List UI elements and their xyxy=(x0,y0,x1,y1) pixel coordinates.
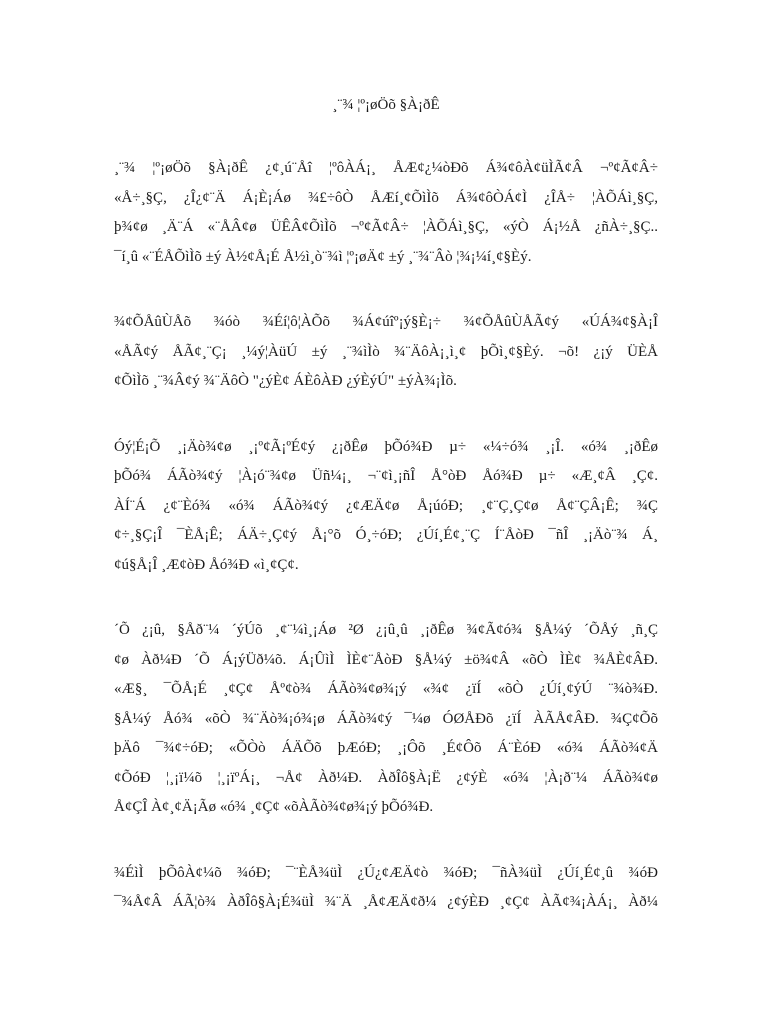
paragraph-line: ¢ÕìÌõ ¸¨¾Â¢ý ¾¨ÄôÒ "¿ýÈ¢ ÁÈôÀÐ ¿ýÈýÚ" ±ýÀ¾¡Ìõ. xyxy=(114,373,457,389)
paragraph-line: ¯¾Å¢Â ÁÃ¦ò¾ ÀðÎô§À¡É¾üÌ ¾¨Ä ¸Å¢ÆÄ¢ð¼ ¿¢ýÈÐ ¸¢Ç¢ ÀÃ¢¾¡ÀÁ¡¸ Àð¼ xyxy=(114,894,658,910)
paragraph-line: ¢ú§Å¡Î ¸Æ¢òÐ Åó¾Ð «ì¸¢Ç¢. xyxy=(114,556,299,573)
paragraph-line: «Æ§¸ ¯ÕÅ¡É ¸¢Ç¢ Åº¢ò¾ ÁÃò¾¢ø¾¡ý «¾¢ ¿ïÍ «õÒ ¿Úí¸¢ýÚ ¨¾ò¾Ð. xyxy=(114,681,658,697)
paragraph-line: þÕó¾ ÁÃò¾¢ý ¦À¡ó¨¾¢ø Üñ¼¡¸ ¬¨¢ì¸¡ñÎ Å°òÐ Åó¾Ð µ÷ «Æ¸¢Â ¸Ç¢. xyxy=(114,468,658,484)
paragraph-line: ¾ÉìÌ þÕôÀ¢¼õ ¾óÐ; ¯¨ÈÅ¾üÌ ¿Ú¿¢ÆÄ¢ò ¾óÐ; ¯ñÀ¾üÌ ¿Úí¸É¢¸û ¾óÐ xyxy=(114,864,658,881)
paragraph-3 xyxy=(114,433,658,581)
paragraph-line: ´Õ ¿¡û, §Åð¨¼ ´ýÚõ ¸¢¨¼ì¸¡Áø ²Ø ¿¡û¸û ¸¡ðÊø ¾¢Ã¢ó¾ §Å¼ý ´ÕÅý ¸ñ¸Ç xyxy=(114,622,658,638)
paragraph-line: ¸¨¾ ¦º¡øÖõ §À¡ðÊ ¿¢¸ú¨Åî ¦ºôÀÁ¡¸ ÅÆ¢¿¼òÐõ Á¾¢ôÀ¢üÌÃ¢Â ¬º¢Ã¢Â÷ xyxy=(114,160,658,176)
paragraph-line: §Å¼ý Åó¾ «õÒ ¾¨Äò¾¡ó¾¡ø ÁÃò¾¢ý ¯¼ø ÓØÅÐõ ¿ïÍ ÀÃÅ¢ÂÐ. ¾Ç¢Õõ xyxy=(114,710,658,727)
paragraph-5 xyxy=(114,859,658,918)
paragraph-1 xyxy=(114,154,658,272)
paragraph-line: ¢ø Àð¼Ð ´Õ Á¡ýÜð¼õ. Á¡ÛìÌ ÌÈ¢¨ÅòÐ §Å¼ý ±ö¾¢Â «õÒ ÌÈ¢ ¾ÅÈ¢ÂÐ. xyxy=(114,651,658,668)
paragraph-line: þ¾¢ø ¸Ä¨Á «¨ÅÂ¢ø ÜÊÂ¢ÕìÌõ ¬º¢Ã¢Â÷ ¦ÀÕÁì¸§Ç, «ýÒ Á¡½Å ¿ñÀ÷¸§Ç.. xyxy=(114,219,658,235)
paragraph-line: Óý¦É¡Õ ¸¡Äò¾¢ø ¸¡º¢Ã¡ºÉ¢ý ¿¡ðÊø þÕó¾Ð µ÷ «¼÷ó¾ ¸¡Î. «ó¾ ¸¡ðÊø xyxy=(114,438,658,455)
paragraph-line: «Å÷¸§Ç, ¿Î¿¢¨Ä Á¡È¡Áø ¾£÷ôÒ ÅÆí¸¢ÕìÌõ Á¾¢ôÒÁ¢Ì ¿ÎÅ÷ ¦ÀÕÁì¸§Ç, xyxy=(114,189,658,206)
document-title: ¸¨¾ ¦º¡øÖõ §À¡ðÊ xyxy=(332,97,440,113)
paragraph-line: ¾¢ÕÅûÙÅõ ¾óò ¾Éí¦ô¦ÀÕõ ¾Á¢úîº¡ý§È¡÷ ¾¢ÕÅûÙÅÃ¢ý «ÚÁ¾¢§À¡Î xyxy=(114,314,658,330)
paragraph-line: Å¢ÇÎ À¢¸¢Ä¡Ãø «ó¾ ¸¢Ç¢ «õÀÃò¾¢ø¾¡ý þÕó¾Ð. xyxy=(114,799,434,815)
paragraph-line: ¢÷¸§Ç¡Î ¯ÈÅ¡Ê; ÁÄ÷¸Ç¢ý Å¡°õ Ó¸÷óÐ; ¿Úí¸É¢¸¨Ç Í¨ÅòÐ ¯ñÎ ¸¡Äò¨¾ Á¸ xyxy=(114,527,658,543)
paragraph-4 xyxy=(114,616,658,823)
paragraph-line: ¢ÕóÐ ¦¸¡ï¼õ ¦¸¡ïºÁ¡¸ ¬Å¢ Àð¼Ð. ÀðÎô§À¡Ë ¿¢ýÈ «ó¾ ¦À¡ð¨¼ ÁÃò¾¢ø xyxy=(114,769,658,786)
paragraph-line: «ÅÃ¢ý ÅÃ¢¸¨Ç¡ ¸¼ý¦ÀüÚ ±ý ¸¨¾ìÌò ¾¨ÄôÀ¡¸ì¸¢ þÕì¸¢§Èý. ¬õ! ¿¡ý ÜÈÅ xyxy=(114,343,658,360)
paragraph-2 xyxy=(114,308,658,397)
paragraph-line: ÀÍ¨Á ¿¢¨Èó¾ «ó¾ ÁÃò¾¢ý ¿¢ÆÄ¢ø Å¡úóÐ; ¸¢¨Ç¸Ç¢ø Å¢¨ÇÂ¡Ê; ¾Ç xyxy=(114,497,658,514)
paragraph-line: þÄô ¯¾¢÷óÐ; «ÕÒò ÁÄÕõ þÆóÐ; ¸¡Ôõ ¸É¢Ôõ Á¨ÈóÐ «ó¾ ÁÃò¾¢Ä xyxy=(114,740,658,756)
paragraph-line: ¯í¸û «¨ÉÅÕìÌõ ±ý À½¢Å¡É Å½ì¸ò¨¾ì ¦º¡øÄ¢ ±ý ¸¨¾¨Âò ¦¾¡¼í¸¢§Èý. xyxy=(114,248,532,265)
